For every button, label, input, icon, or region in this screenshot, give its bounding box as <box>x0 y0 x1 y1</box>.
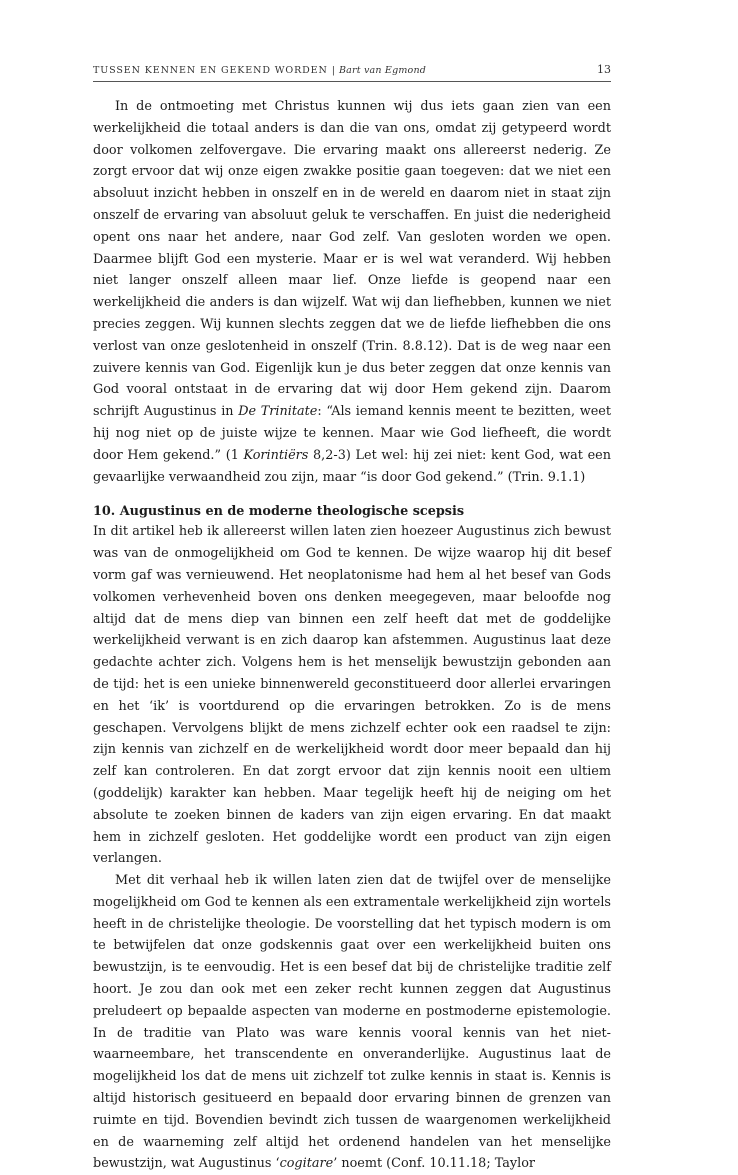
running-head-separator: | <box>331 65 335 76</box>
paragraph-3-text-b: ’ noemt (Conf. 10.11.18; Taylor <box>333 1156 536 1172</box>
book-title-korintiers: Korintiërs <box>243 447 309 463</box>
paragraph-1-text-a: In de ontmoeting met Christus kunnen wij dus iets gaan zien van een werkelijkheid die totaal anders is dan die van ons, omdat zij getypeerd wordt door volkomen zelfovergave. Die ervaring maakt ons allereerst nederig. Ze zorgt ervoor dat wij onze eigen zwakke positie gaan toegeven: dat we niet een absoluut inzicht hebben in onszelf en in de wereld en daarom niet in staat zijn onszelf de ervaring van absoluut geluk te verschaffen. En juist die nederigheid opent ons naar het andere, naar God zelf. Van gesloten worden we open. Daarmee blijft God een mysterie. Maar er is wel wat veranderd. Wij hebben niet langer onszelf alleen maar lief. Onze liefde is geopend naar een werkelijkheid die anders is dan wijzelf. Wat wij dan liefhebben, kunnen we niet precies zeggen. Wij kunnen slechts zeggen dat we de liefde liefhebben die ons verlost van onze geslotenheid in onszelf (Trin. 8.8.12). Dat is de weg naar een zuivere kennis van God. Eigenlijk kun je dus beter zeggen dat onze kennis van God vooral ontstaat in de ervaring dat wij door Hem gekend zijn. Daarom schrijft Augustinus in <box>93 99 611 420</box>
section-heading: 10. Augustinus en de moderne theologische scepsis <box>93 504 465 520</box>
paragraph-3 <box>93 870 611 1175</box>
running-head-left <box>93 65 426 76</box>
running-title: TUSSEN KENNEN EN GEKEND WORDEN <box>93 65 328 76</box>
term-cogitare: cogitare <box>279 1156 334 1172</box>
header-rule <box>93 81 611 82</box>
paragraph-3-text-a: Met dit verhaal heb ik willen laten zien dat de twijfel over de menselijke mogelijkheid om God te kennen als een extramentale werkelijkheid zijn wortels heeft in de christelijke theologie. De voorstelling dat het typisch modern is om te betwijfelen dat onze godskennis gaat over een werkelijkheid buiten ons bewustzijn, is te eenvoudig. Het is een besef dat bij de christelijke traditie zelf hoort. Je zou dan ook met een zeker recht kunnen zeggen dat Augustinus preludeert op bepaalde aspecten van moderne en postmoderne epistemologie. In de traditie van Plato was ware kennis vooral kennis van het niet-waarneembare, het transcendente en onveranderlijke. Augustinus laat de mogelijkheid los dat de mens uit zichzelf tot zulke kennis in staat is. Kennis is altijd historisch gesitueerd en bepaald door ervaring binnen de grenzen van ruimte en tijd. Bovendien bevindt zich tussen de waargenomen werkelijkheid en de waarneming zelf altijd het ordenend handelen van het menselijke bewustzijn, wat Augustinus ‘ <box>93 873 611 1172</box>
running-author: Bart van Egmond <box>338 65 427 76</box>
page-number: 13 <box>597 63 611 76</box>
work-title-de-trinitate: De Trinitate <box>238 404 318 420</box>
paragraph-2: In dit artikel heb ik allereerst willen laten zien hoezeer Augustinus zich bewust was van de onmogelijkheid om God te kennen. De wijze waarop hij dit besef vorm gaf was vernieuwend. Het neoplatonisme had hem al het besef van Gods volkomen verhevenheid boven ons denken meegegeven, maar beloofde nog altijd dat de mens diep van binnen een zelf heeft dat met de goddelijke werkelijkheid verwant is en zich daarop kan afstemmen. Augustinus laat deze gedachte achter zich. Volgens hem is het menselijk bewustzijn gebonden aan de tijd: het is een unieke binnenwereld geconstitueerd door allerlei ervaringen en het ‘ik’ is voortdurend op die ervaringen betrokken. Zo is de mens geschapen. Vervolgens blijkt de mens zichzelf echter ook een raadsel te zijn: zijn kennis van zichzelf en de werkelijkheid wordt door meer bepaald dan hij zelf kan controleren. En dat zorgt ervoor dat zijn kennis nooit een ultiem (goddelijk) karakter kan hebben. Maar tegelijk heeft hij de neiging om het absolute te zoeken binnen de kaders van zijn eigen ervaring. En dat maakt hem in zichzelf gesloten. Het goddelijke wordt een product van zijn eigen verlangen. <box>93 524 611 867</box>
paragraph-1-text-b: : “Als iemand kennis meent te bezitten, weet hij nog niet op de juiste wijze te kennen. Maar wie God liefheeft, die wordt door Hem gekend.” (1 <box>93 404 611 463</box>
paragraph-1-text-c: 8,2-3) Let wel: hij zei niet: kent God, wat een gevaarlijke verwaandheid zou zijn, maar “is door God gekend.” (Trin. 9.1.1) <box>93 447 611 485</box>
running-head <box>93 63 611 76</box>
paragraph-1 <box>93 96 611 488</box>
body-text <box>93 96 611 1175</box>
